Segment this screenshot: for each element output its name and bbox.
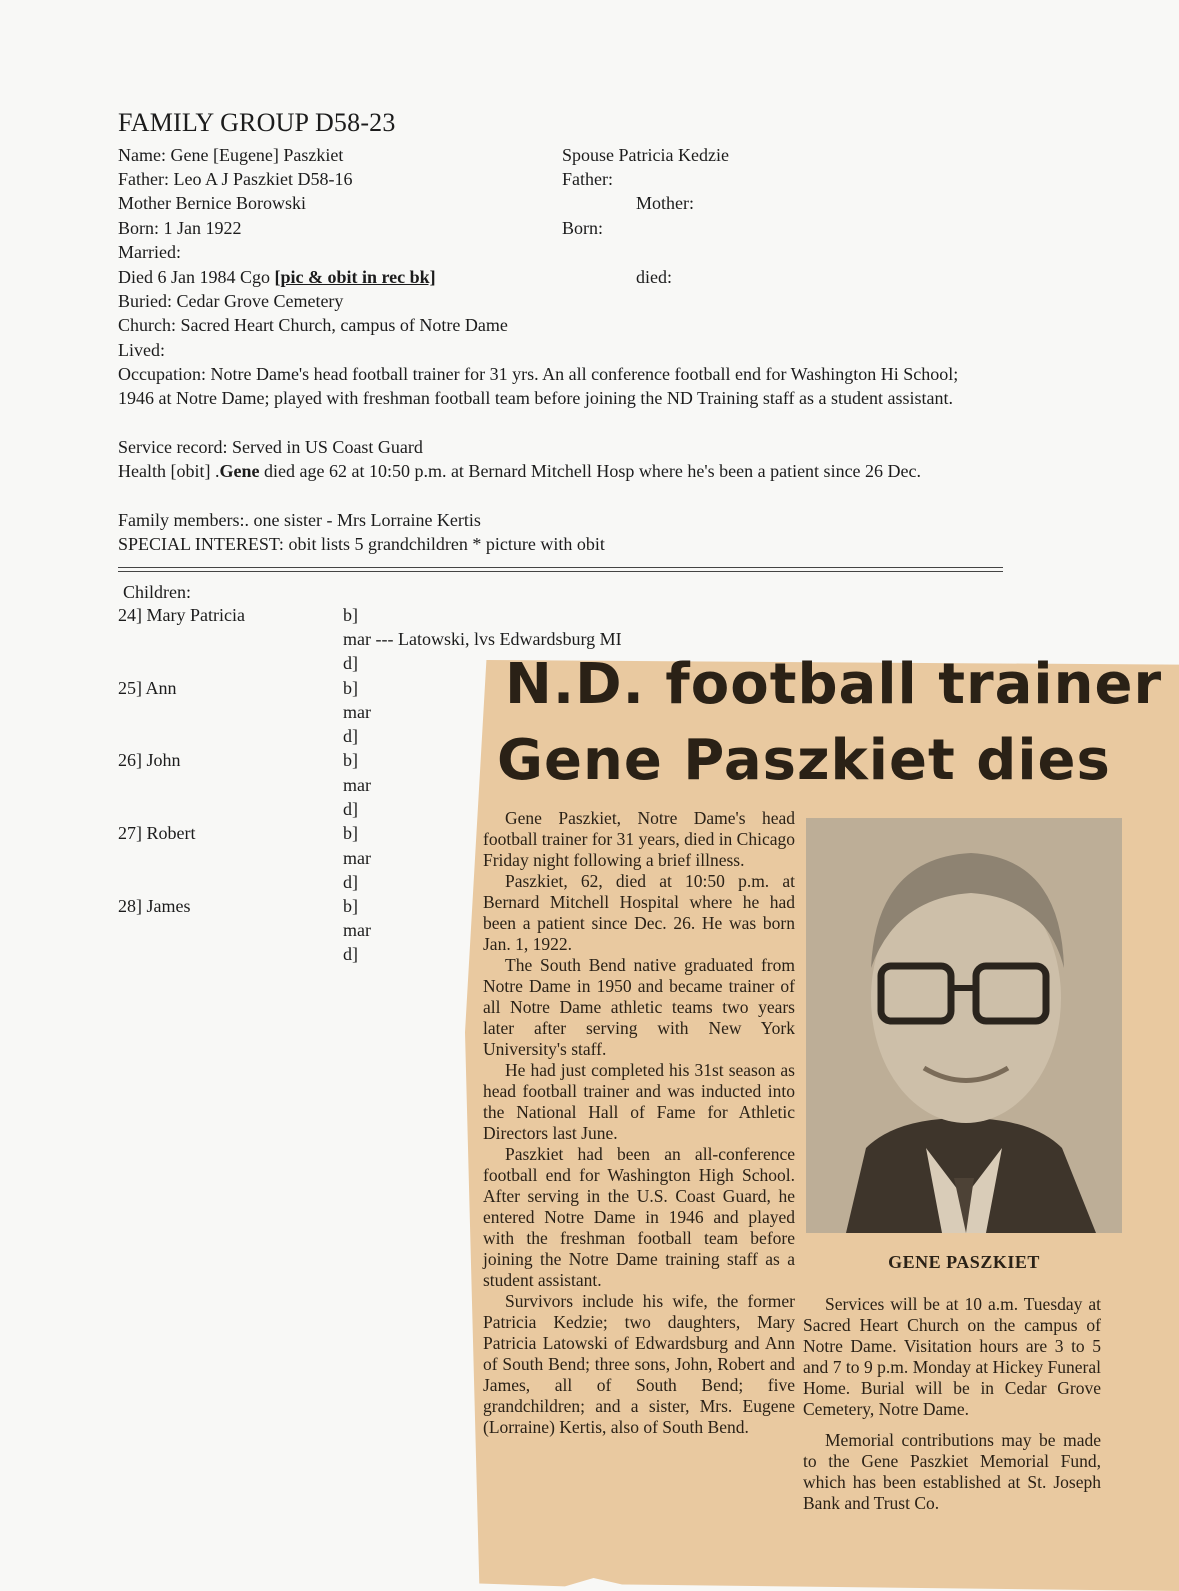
double-rule-divider (118, 567, 1003, 572)
child-married: mar --- Latowski, lvs Edwardsburg MI (343, 629, 622, 649)
child-died: d] (343, 799, 358, 819)
headline-line-2: Gene Paszkiet dies (497, 728, 1111, 793)
child-married: mar (343, 775, 371, 795)
obituary-left-column (483, 808, 795, 1438)
child-born: b] (343, 678, 358, 698)
child-name: 28] James (118, 896, 191, 916)
special-interest-field: SPECIAL INTEREST: obit lists 5 grandchildren * picture with obit (118, 534, 605, 554)
obit-paragraph: The South Bend native graduated from Notre Dame in 1950 and became trainer of all Notre Dame athletic teams two years later after serving with New York University's staff. (483, 955, 795, 1059)
child-died: d] (343, 726, 358, 746)
child-born: b] (343, 605, 358, 625)
obit-paragraph: Paszkiet had been an all-conference football end for Washington High School. After serving in the U.S. Coast Guard, he entered Notre Dame in 1946 and played with the freshman football team before joining the Notre Dame training staff as a student assistant. (483, 1144, 795, 1290)
spouse-died-field: died: (636, 267, 672, 287)
obit-paragraph: Paszkiet, 62, died at 10:50 p.m. at Bernard Mitchell Hospital where he had been a patient since Dec. 26. He was born Jan. 1, 1922. (483, 871, 795, 954)
child-married: mar (343, 920, 371, 940)
obituary-right-column (803, 1294, 1101, 1514)
child-died: d] (343, 872, 358, 892)
headline-line-1: N.D. football trainer (505, 652, 1163, 717)
obit-paragraph: Memorial contributions may be made to the Gene Paszkiet Memorial Fund, which has been established at St. Joseph Bank and Trust Co. (803, 1430, 1101, 1513)
spouse-born-field: Born: (562, 218, 604, 238)
portrait-photo (806, 818, 1122, 1233)
photo-caption: GENE PASZKIET (888, 1252, 1040, 1272)
occupation-field: Occupation: Notre Dame's head football trainer for 31 yrs. An all conference football end for Washington Hi School; 1946 at Notre Dame; played with freshman football team before joining the ND Training staff as a student assistant. (118, 364, 959, 408)
child-name: 24] Mary Patricia (118, 605, 245, 625)
obit-paragraph: Gene Paszkiet, Notre Dame's head football trainer for 31 years, died in Chicago Friday night following a brief illness. (483, 808, 795, 870)
child-born: b] (343, 750, 358, 770)
child-married: mar (343, 848, 371, 868)
page-title: FAMILY GROUP D58-23 (118, 108, 396, 137)
church-field: Church: Sacred Heart Church, campus of Notre Dame (118, 315, 508, 335)
lived-field: Lived: (118, 340, 165, 360)
child-name: 25] Ann (118, 678, 177, 698)
spouse-father-field: Father: (562, 169, 613, 189)
died-text: Died 6 Jan 1984 Cgo (118, 267, 275, 287)
name-field: Name: Gene [Eugene] Paszkiet (118, 145, 344, 165)
father-field: Father: Leo A J Paszkiet D58-16 (118, 169, 353, 189)
died-field (118, 265, 436, 289)
child-born: b] (343, 896, 358, 916)
portrait-image (806, 818, 1122, 1233)
record-book-link[interactable]: [pic & obit in rec bk] (274, 267, 436, 287)
buried-field: Buried: Cedar Grove Cemetery (118, 291, 344, 311)
family-field: Family members:. one sister - Mrs Lorraine Kertis (118, 510, 481, 530)
service-field: Service record: Served in US Coast Guard (118, 437, 423, 457)
health-name: Gene (219, 461, 260, 481)
child-name: 26] John (118, 750, 181, 770)
married-field: Married: (118, 242, 181, 262)
health-field (118, 459, 998, 483)
spouse-field: Spouse Patricia Kedzie (562, 145, 729, 165)
spouse-mother-field: Mother: (636, 193, 694, 213)
child-born: b] (343, 823, 358, 843)
obit-paragraph: Survivors include his wife, the former Patricia Kedzie; two daughters, Mary Patricia Latowski of Edwardsburg and Ann of South Bend; three sons, John, Robert and James, all of South Bend; five grandchildren; and a sister, Mrs. Eugene (Lorraine) Kertis, also of South Bend. (483, 1291, 795, 1437)
child-name: 27] Robert (118, 823, 196, 843)
obit-paragraph: Services will be at 10 a.m. Tuesday at Sacred Heart Church on the campus of Notre Dame. Visitation hours are 3 to 5 and 7 to 9 p.m. Monday at Hickey Funeral Home. Burial will be in Cedar Grove Cemetery, Notre Dame. (803, 1294, 1101, 1419)
child-died: d] (343, 944, 358, 964)
children-heading: Children: (123, 582, 191, 602)
health-label: Health [obit] . (118, 461, 220, 481)
mother-field: Mother Bernice Borowski (118, 193, 306, 213)
obit-paragraph: He had just completed his 31st season as head football trainer and was inducted into the National Hall of Fame for Athletic Directors last June. (483, 1060, 795, 1143)
child-died: d] (343, 653, 358, 673)
child-married: mar (343, 702, 371, 722)
born-field: Born: 1 Jan 1922 (118, 218, 242, 238)
health-text: died age 62 at 10:50 p.m. at Bernard Mitchell Hosp where he's been a patient since 26 Dec. (259, 461, 922, 481)
